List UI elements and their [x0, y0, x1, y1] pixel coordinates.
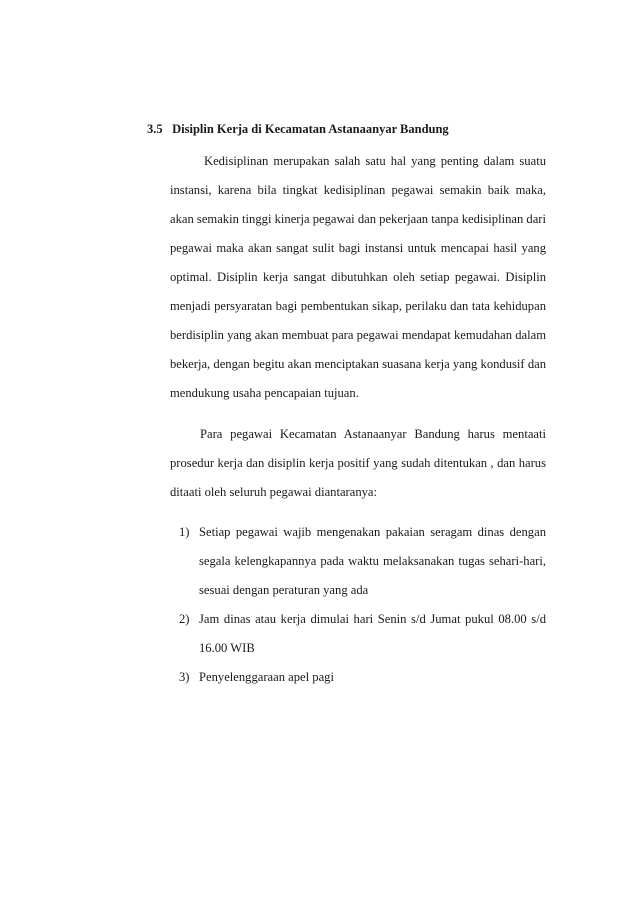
- list-item-text: Setiap pegawai wajib mengenakan pakaian seragam dinas dengan segala kelengkapannya pada waktu melaksanakan tugas sehari-hari, sesuai dengan peraturan yang ada: [199, 525, 546, 597]
- list-marker: 3): [179, 670, 190, 684]
- section-title: Disiplin Kerja di Kecamatan Astanaanyar Bandung: [172, 122, 449, 136]
- paragraph-discipline-importance: Kedisiplinan merupakan salah satu hal yang penting dalam suatu instansi, karena bila tingkat kedisiplinan pegawai semakin baik maka, akan semakin tinggi kinerja pegawai dan pekerjaan tanpa kedisiplinan dari pegawai maka akan sangat sulit bagi instansi untuk mencapai hasil yang optimal. Disiplin kerja sangat dibutuhkan oleh setiap pegawai. Disiplin menjadi persyaratan bagi pembentukan sikap, perilaku dan tata kehidupan berdisiplin yang akan membuat para pegawai mendapat kemudahan dalam bekerja, dengan begitu akan menciptakan suasana kerja yang kondusif dan mendukung usaha pencapaian tujuan.: [170, 154, 546, 400]
- list-marker: 1): [179, 525, 190, 539]
- list-item: [170, 663, 546, 692]
- list-item: [170, 518, 546, 605]
- list-item-text: Penyelenggaraan apel pagi: [199, 670, 334, 684]
- section-number: 3.5: [147, 122, 163, 136]
- paragraph-employee-obligations: Para pegawai Kecamatan Astanaanyar Bandung harus mentaati prosedur kerja dan disiplin kerja positif yang sudah ditentukan , dan harus ditaati oleh seluruh pegawai diantaranya:: [170, 427, 546, 499]
- section-heading: [147, 122, 449, 137]
- list-item-text: Jam dinas atau kerja dimulai hari Senin s/d Jumat pukul 08.00 s/d 16.00 WIB: [199, 612, 546, 655]
- list-marker: 2): [179, 612, 190, 626]
- obligations-list: [170, 518, 546, 692]
- list-item: [170, 605, 546, 663]
